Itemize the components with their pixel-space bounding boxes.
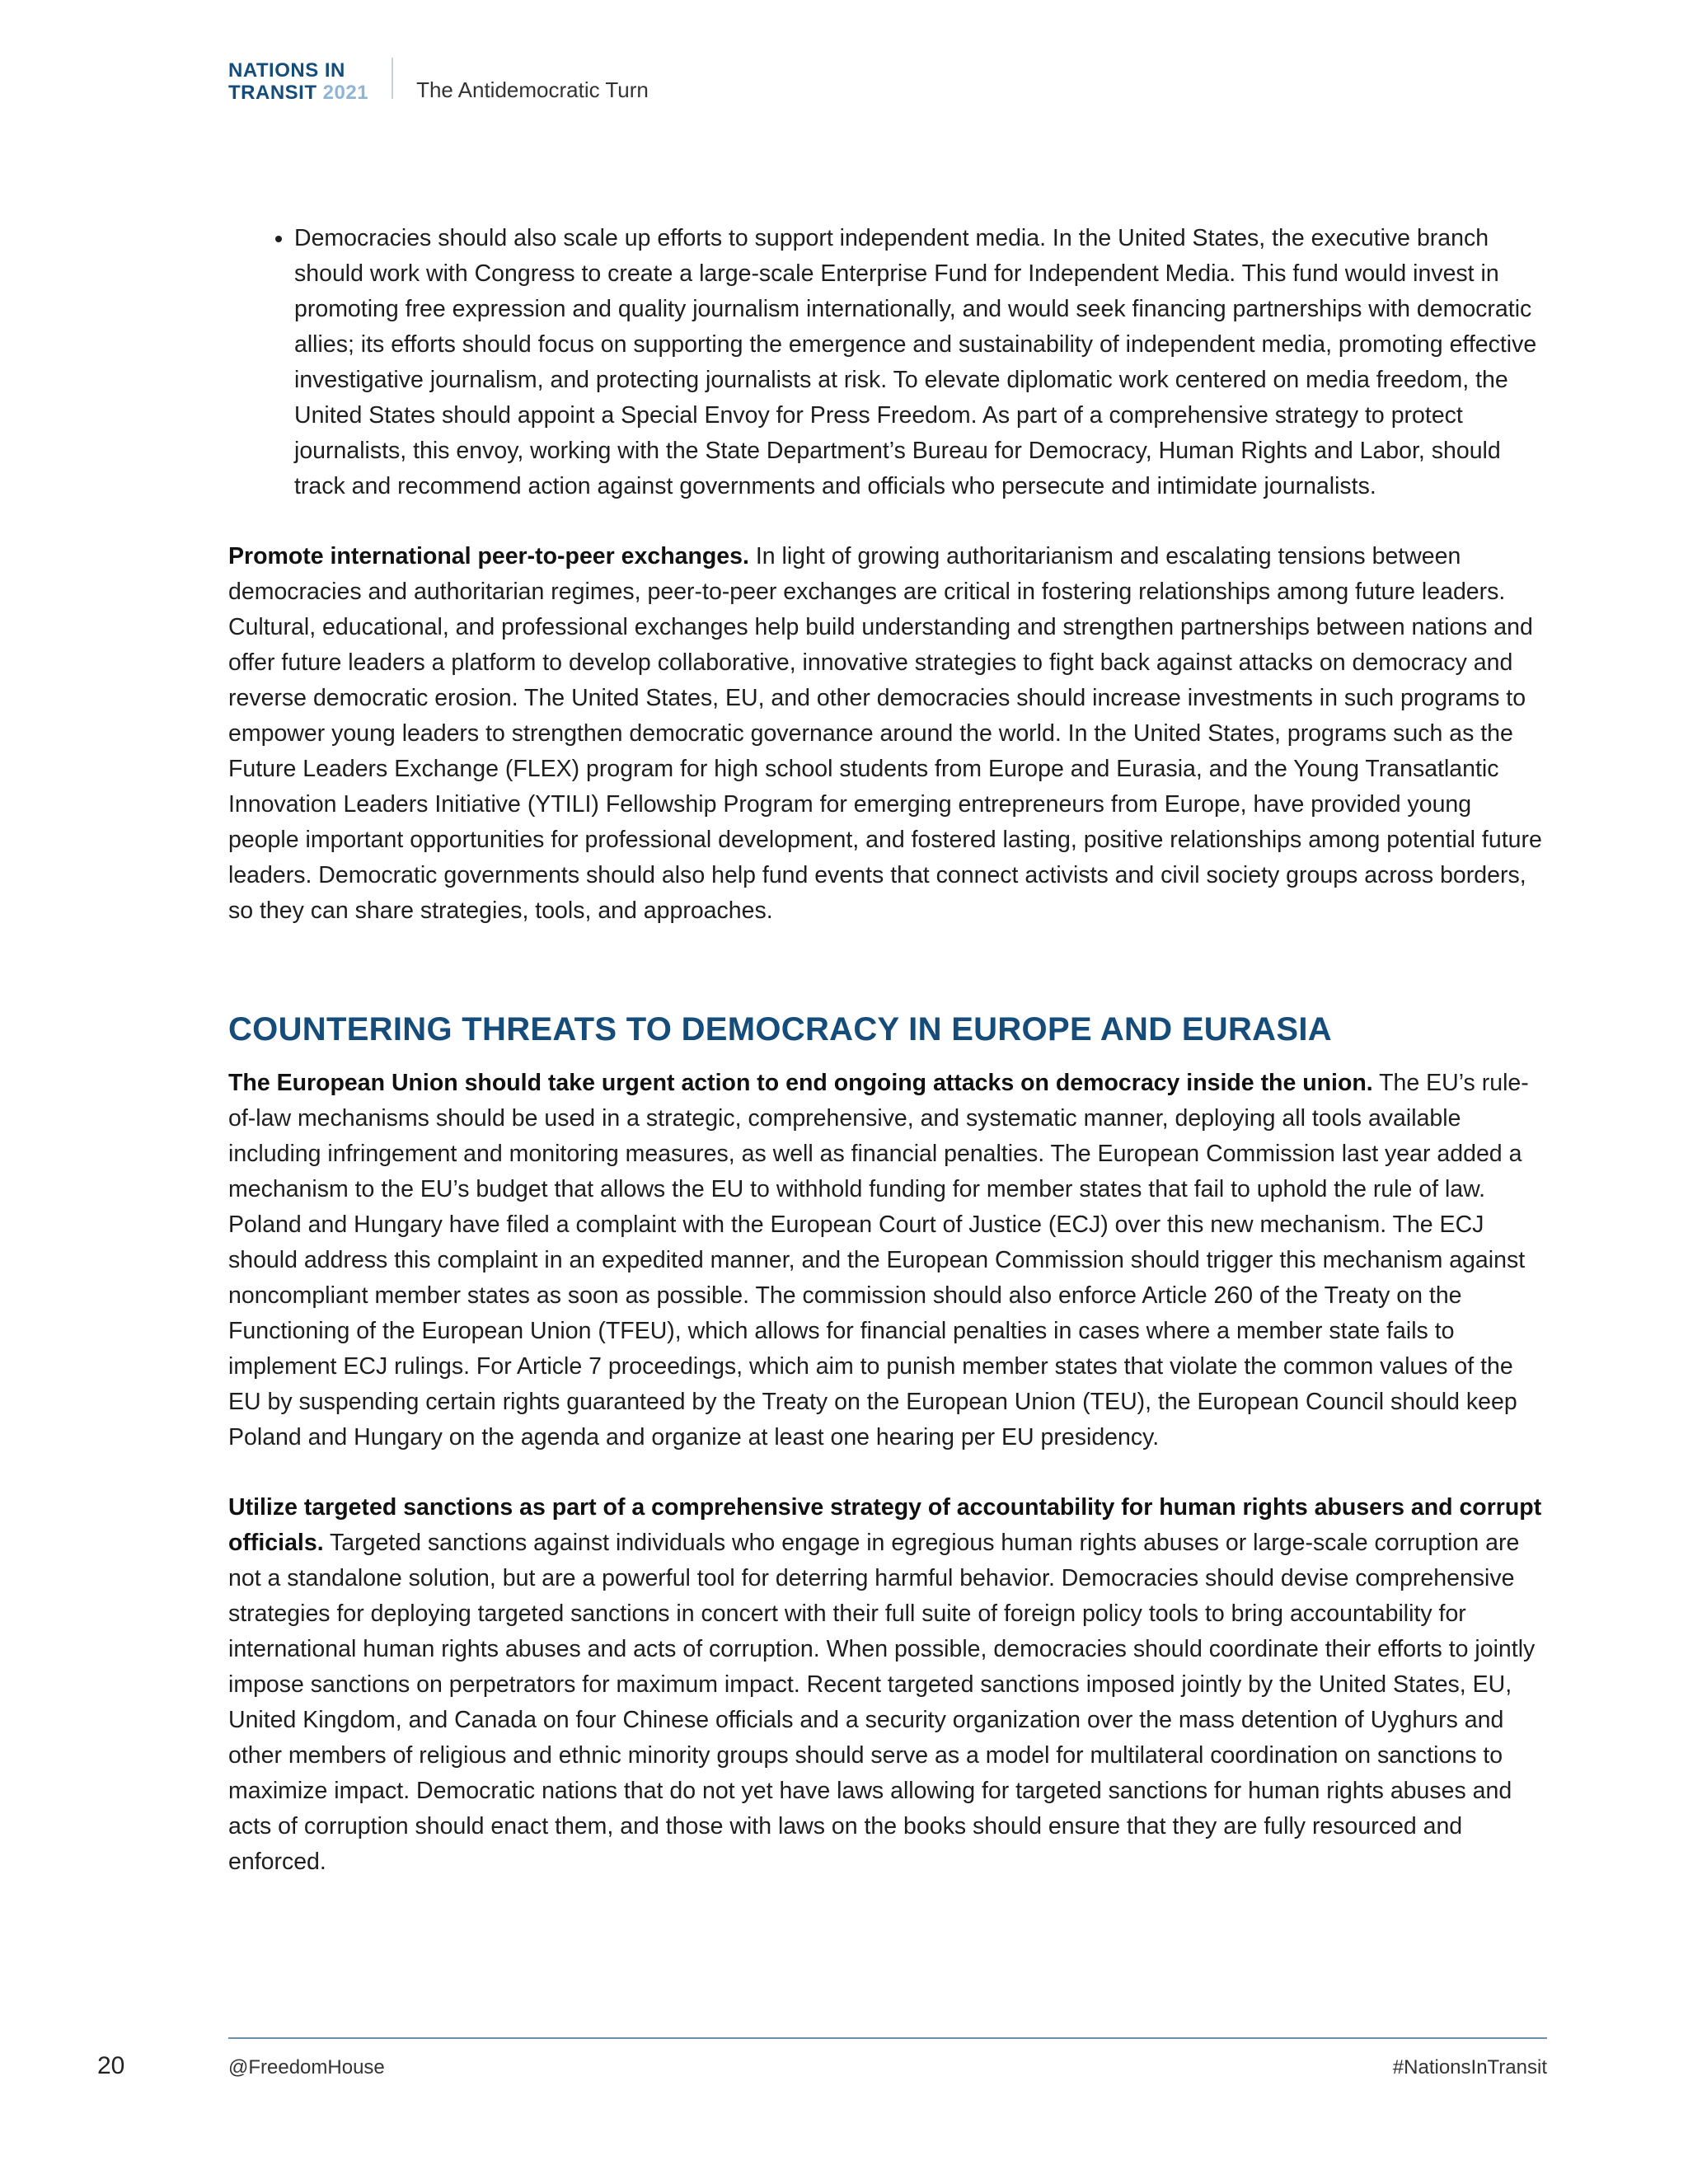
paragraph-lead: Utilize targeted sanctions as part of a comprehensive strategy of accountability for human rights abusers and corrupt officials. bbox=[228, 1494, 1542, 1556]
peer-exchange-paragraph bbox=[228, 539, 1547, 929]
main-content bbox=[228, 221, 1547, 1880]
report-subtitle: The Antidemocratic Turn bbox=[416, 77, 649, 102]
header-divider bbox=[392, 58, 393, 99]
paragraph-body: The EU’s rule-of-law mechanisms should be used in a strategic, comprehensive, and systematic manner, deploying all tools available including infringement and monitoring measures, as well as financial penalties. The European Commission last year added a mechanism to the EU’s budget that allows the EU to withhold funding for member states that fail to uphold the rule of law. Poland and Hungary have filed a complaint with the European Court of Justice (ECJ) over this new mechanism. The ECJ should address this complaint in an expedited manner, and the European Commission should trigger this mechanism against noncompliant member states as soon as possible. The commission should also enforce Article 260 of the Treaty on the Functioning of the European Union (TFEU), which allows for financial penalties in cases where a member state fails to implement ECJ rulings. For Article 7 proceedings, which aim to punish member states that violate the common values of the EU by suspending certain rights guaranteed by the Treaty on the European Union (TEU), the European Council should keep Poland and Hungary on the agenda and organize at least one hearing per EU presidency. bbox=[228, 1070, 1529, 1451]
eu-action-paragraph bbox=[228, 1066, 1547, 1455]
paragraph-body: In light of growing authoritarianism and escalating tensions between democracies and authoritarian regimes, peer-to-peer exchanges are critical in fostering relationships among future leaders. Cultural, educational, and professional exchanges help build understanding and strengthen partnerships between nations and offer future leaders a platform to develop collaborative, innovative strategies to fight back against attacks on democracy and reverse democratic erosion. The United States, EU, and other democracies should increase investments in such programs to empower young leaders to strengthen democratic governance around the world. In the United States, programs such as the Future Leaders Exchange (FLEX) program for high school students from Europe and Eurasia, and the Young Transatlantic Innovation Leaders Initiative (YTILI) Fellowship Program for emerging entrepreneurs from Europe, have provided young people important opportunities for professional development, and fostered lasting, positive relationships among potential future leaders. Democratic governments should also help fund events that connect activists and civil society groups across borders, so they can share strategies, tools, and approaches. bbox=[228, 543, 1542, 924]
recommendation-list bbox=[228, 221, 1547, 504]
logo-line-1: NATIONS IN bbox=[228, 59, 345, 82]
paragraph-body: Targeted sanctions against individuals who engage in egregious human rights abuses or large-scale corruption are not a standalone solution, but are a powerful tool for deterring harmful behavior. Democracies should devise comprehensive strategies for deploying targeted sanctions in concert with their full suite of foreign policy tools to bring accountability for international human rights abuses and acts of corruption. When possible, democracies should coordinate their efforts to jointly impose sanctions on perpetrators for maximum impact. Recent targeted sanctions imposed jointly by the United States, EU, United Kingdom, and Canada on four Chinese officials and a security organization over the mass detention of Uyghurs and other members of religious and ethnic minority groups should serve as a model for multilateral coordination on sanctions to maximize impact. Democratic nations that do not yet have laws allowing for targeted sanctions for human rights abuses and acts of corruption should enact them, and those with laws on the books should ensure that they are fully resourced and enforced. bbox=[228, 1530, 1536, 1875]
footer-hashtag: #NationsInTransit bbox=[1392, 2056, 1547, 2079]
sanctions-paragraph bbox=[228, 1490, 1547, 1880]
logo-line-2: TRANSIT bbox=[228, 82, 317, 104]
page-number: 20 bbox=[97, 2052, 125, 2079]
page-header bbox=[228, 58, 649, 104]
logo-year: 2021 bbox=[322, 82, 369, 104]
paragraph-lead: The European Union should take urgent action to end ongoing attacks on democracy inside the union. bbox=[228, 1070, 1373, 1096]
paragraph-lead: Promote international peer-to-peer exchanges. bbox=[228, 543, 749, 569]
report-logo bbox=[228, 58, 368, 104]
footer-divider bbox=[228, 2037, 1547, 2039]
list-item: • Democracies should also scale up efforts to support independent media. In the United States, the executive branch should work with Congress to create a large-scale Enterprise Fund for Independent Media. This fund would invest in promoting free expression and quality journalism internationally, and would seek financing partnerships with democratic allies; its efforts should focus on supporting the emergence and sustainability of independent media, promoting effective investigative journalism, and protecting journalists at risk. To elevate diplomatic work centered on media freedom, the United States should appoint a Special Envoy for Press Freedom. As part of a comprehensive strategy to protect journalists, this envoy, working with the State Department’s Bureau for Democracy, Human Rights and Labor, should track and recommend action against governments and officials who persecute and intimidate journalists. bbox=[294, 221, 1547, 504]
section-heading: COUNTERING THREATS TO DEMOCRACY IN EUROPE AND EURASIA bbox=[228, 1011, 1332, 1047]
footer-handle: @FreedomHouse bbox=[228, 2056, 385, 2079]
